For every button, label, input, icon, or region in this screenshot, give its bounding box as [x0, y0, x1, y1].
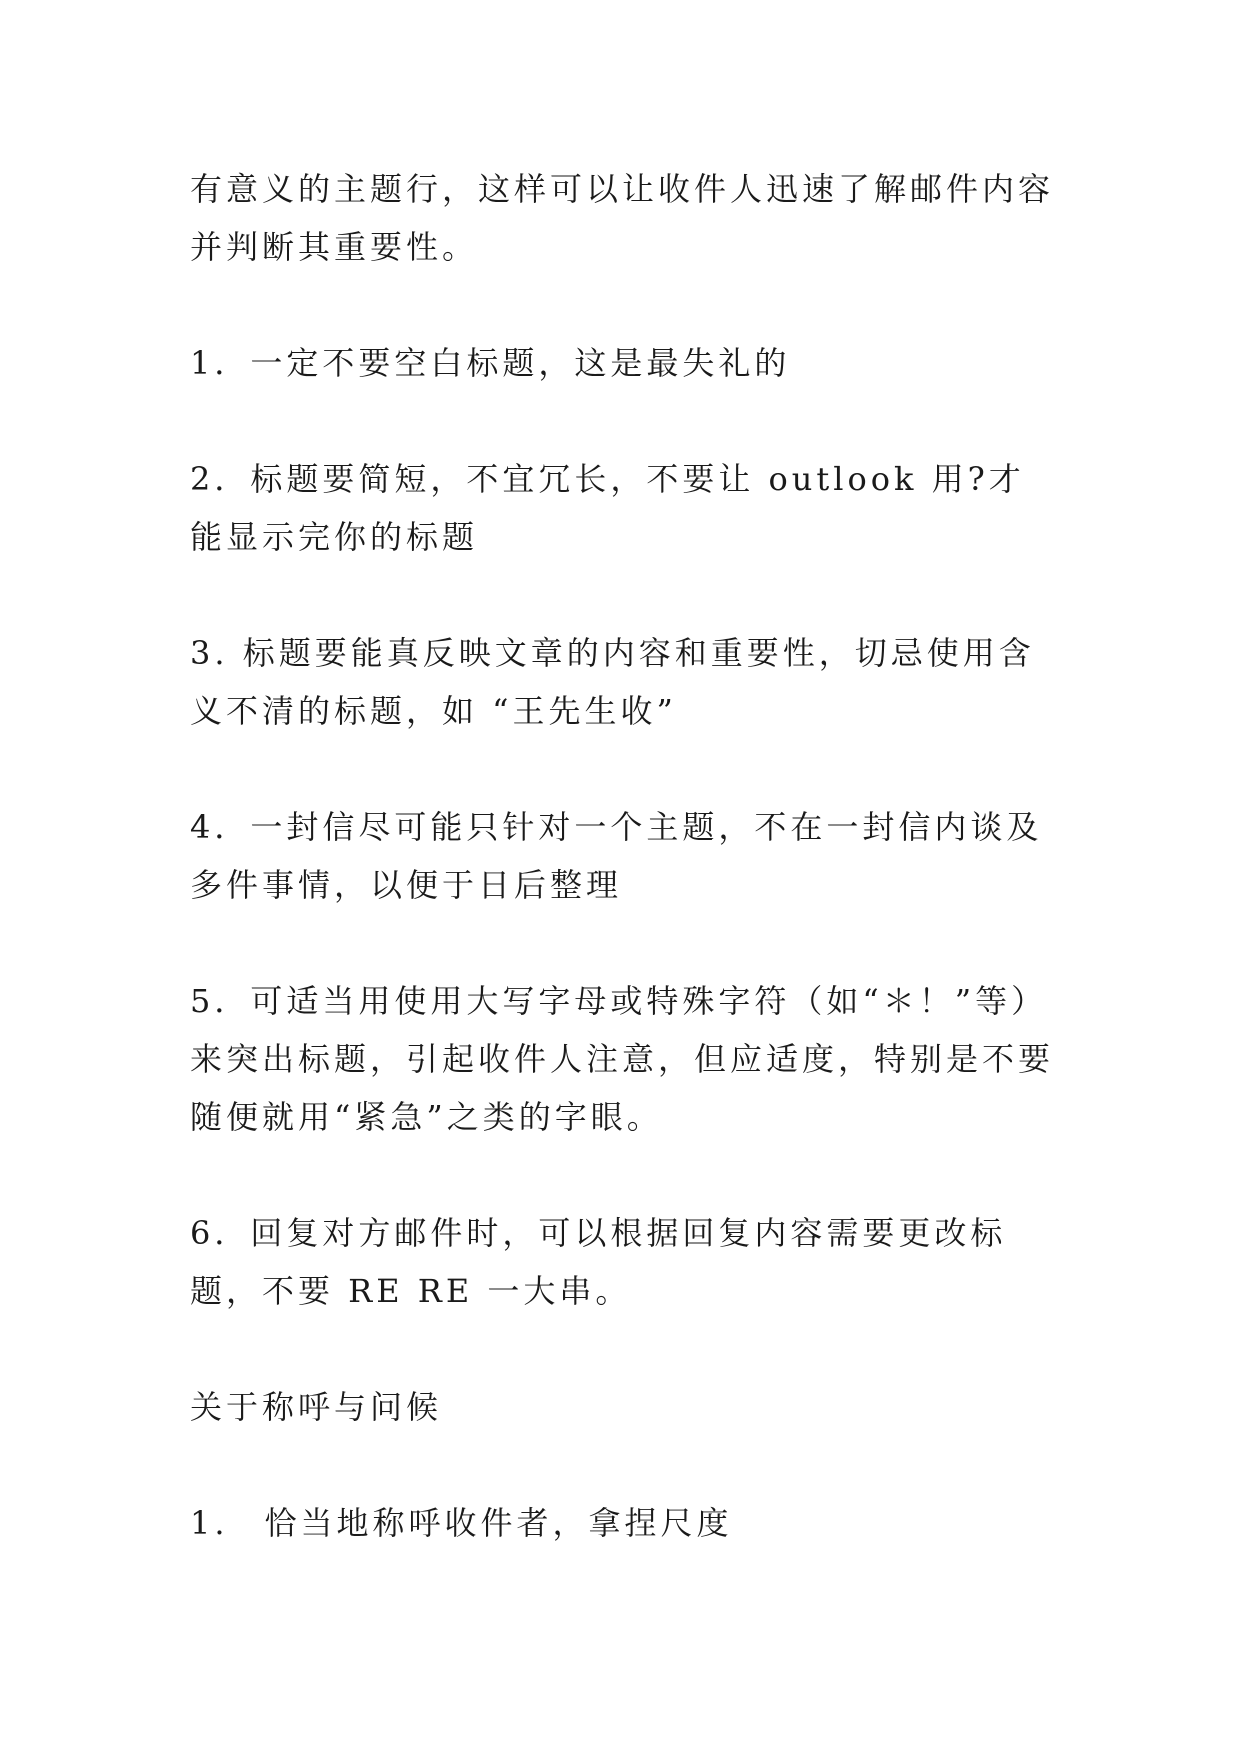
paragraph-item-3: 3. 标题要能真反映文章的内容和重要性，切忌使用含义不清的标题，如 “王先生收” [190, 634, 1035, 730]
paragraph-greeting-item-1: 1. 恰当地称呼收件者，拿捏尺度 [190, 1504, 733, 1542]
paragraph-subject-intro: 有意义的主题行，这样可以让收件人迅速了解邮件内容并判断其重要性。 [190, 170, 1055, 266]
paragraph-item-6: 6．回复对方邮件时，可以根据回复内容需要更改标题，不要 RE RE 一大串。 [190, 1214, 1007, 1310]
paragraph-item-2: 2．标题要简短，不宜冗长，不要让 outlook 用?才能显示完你的标题 [190, 460, 1025, 556]
section-heading-greetings: 关于称呼与问候 [190, 1388, 443, 1426]
paragraph-item-4: 4．一封信尽可能只针对一个主题，不在一封信内谈及多件事情，以便于日后整理 [190, 808, 1043, 904]
paragraph-item-5: 5．可适当用使用大写字母或特殊字符（如“＊！”等）来突出标题，引起收件人注意，但应适度，特别是不要随便就用“紧急”之类的字眼。 [190, 982, 1055, 1136]
paragraph-item-1: 1．一定不要空白标题，这是最失礼的 [190, 344, 791, 382]
document-body [190, 160, 1060, 1610]
